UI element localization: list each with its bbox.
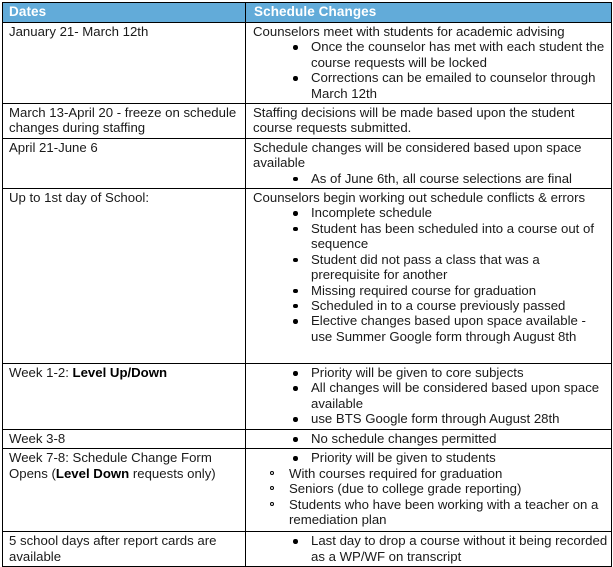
cell-dates	[3, 430, 246, 449]
lead-text: Schedule changes will be considered based upon space available	[253, 139, 582, 171]
table-header	[3, 3, 612, 23]
dates-text: 5 school days after report cards are available	[9, 533, 217, 564]
list-item: Students who have been working with a teacher on a remediation plan	[253, 497, 608, 528]
table-row	[3, 430, 612, 449]
cell-dates	[3, 449, 246, 532]
list-item: No schedule changes permitted	[253, 431, 608, 446]
bullet-list	[253, 431, 608, 446]
list-item: Incomplete schedule	[253, 205, 608, 220]
list-item: Seniors (due to college grade reporting)	[253, 481, 608, 496]
cell-schedule-changes	[246, 430, 612, 449]
list-item: Student has been scheduled into a course out of sequence	[253, 221, 608, 252]
list-item: Last day to drop a course without it being recorded as a WP/WF on transcript	[253, 533, 608, 564]
column-header-dates: Dates	[3, 3, 246, 23]
list-item: Elective changes based upon space available - use Summer Google form through August 8th	[253, 313, 608, 344]
cell-dates	[3, 189, 246, 364]
dates-text-prefix: Week 1-2:	[9, 365, 73, 381]
column-header-schedule-changes: Schedule Changes	[246, 3, 612, 23]
sub-bullet-list	[253, 466, 608, 528]
cell-dates	[3, 138, 246, 188]
dates-text-suffix: requests only)	[129, 465, 216, 481]
lead-text: Counselors begin working out schedule conflicts & errors	[253, 190, 586, 206]
list-item: All changes will be considered based upon space available	[253, 380, 608, 411]
dates-text: Up to 1st day of School:	[9, 190, 150, 206]
bullet-list	[253, 171, 608, 186]
table-row	[3, 364, 612, 430]
cell-schedule-changes	[246, 104, 612, 139]
list-item: As of June 6th, all course selections are final	[253, 171, 608, 186]
lead-text: Counselors meet with students for academic advising	[253, 24, 565, 39]
bullet-list	[253, 39, 608, 101]
table-row	[3, 449, 612, 532]
table-row	[3, 23, 612, 104]
dates-text: April 21-June 6	[9, 139, 98, 155]
dates-text: Week 3-8	[9, 431, 66, 447]
list-item: With courses required for graduation	[253, 466, 608, 481]
bullet-list	[253, 450, 608, 465]
header-row	[3, 3, 612, 23]
list-item: Missing required course for graduation	[253, 283, 608, 298]
cell-schedule-changes	[246, 532, 612, 567]
dates-text-emphasis: Level Down	[55, 465, 130, 481]
cell-dates	[3, 364, 246, 430]
bullet-list	[253, 205, 608, 344]
schedule-change-table	[2, 2, 612, 567]
dates-text-prefix: Week 7-8: Schedule Change Form Opens (	[9, 450, 212, 481]
cell-dates	[3, 104, 246, 139]
bullet-list	[253, 365, 608, 427]
cell-schedule-changes	[246, 23, 612, 104]
cell-dates	[3, 23, 246, 104]
dates-text: January 21- March 12th	[9, 24, 149, 39]
list-item: use BTS Google form through August 28th	[253, 411, 608, 426]
list-item: Corrections can be emailed to counselor through March 12th	[253, 70, 608, 101]
table-body	[3, 23, 612, 567]
cell-schedule-changes	[246, 449, 612, 532]
list-item: Once the counselor has met with each student the course requests will be locked	[253, 39, 608, 70]
list-item: Priority will be given to core subjects	[253, 365, 608, 380]
cell-schedule-changes	[246, 364, 612, 430]
list-item: Scheduled in to a course previously passed	[253, 298, 608, 313]
table-row	[3, 104, 612, 139]
cell-schedule-changes	[246, 138, 612, 188]
dates-text: March 13-April 20 - freeze on schedule changes during staffing	[9, 105, 237, 136]
list-item: Priority will be given to students	[253, 450, 608, 465]
lead-text: Staffing decisions will be made based upon the student course requests submitted.	[253, 105, 575, 136]
dates-text-emphasis: Level Up/Down	[72, 365, 168, 381]
list-item: Student did not pass a class that was a prerequisite for another	[253, 252, 608, 283]
cell-schedule-changes	[246, 189, 612, 364]
table-row	[3, 189, 612, 364]
table-row	[3, 532, 612, 567]
cell-dates	[3, 532, 246, 567]
table-row	[3, 138, 612, 188]
